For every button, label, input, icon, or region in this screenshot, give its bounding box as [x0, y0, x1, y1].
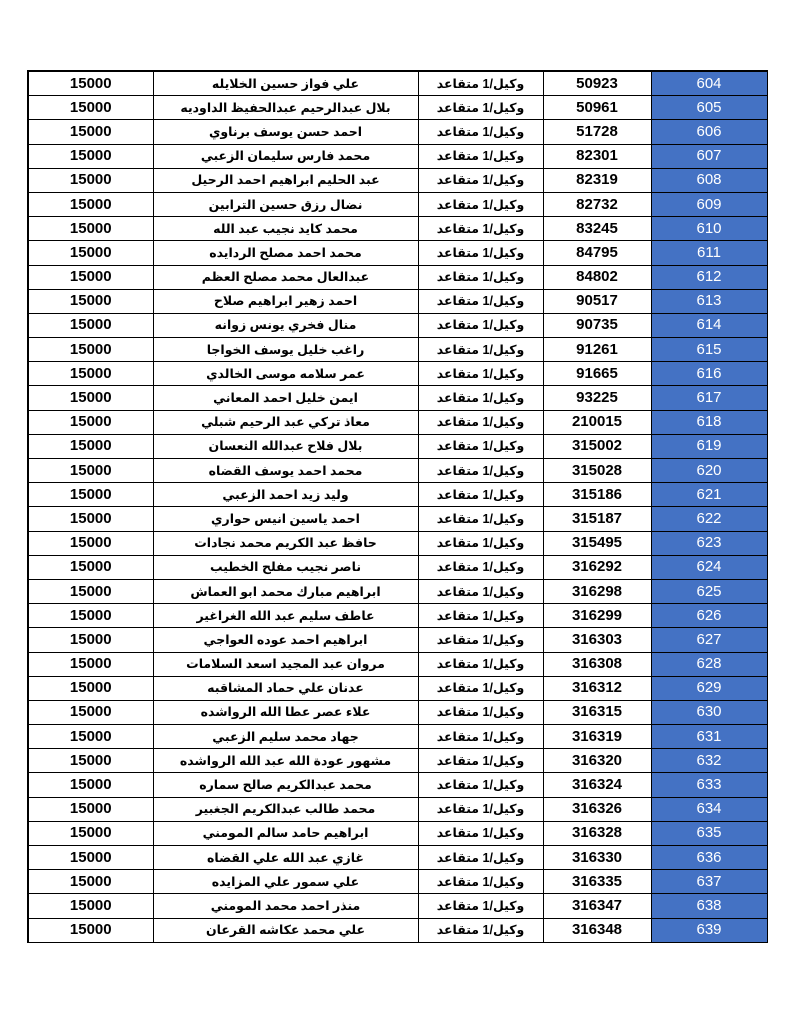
- amount-cell: 15000: [28, 434, 153, 458]
- military-number-cell: 315187: [543, 507, 651, 531]
- amount-cell: 15000: [28, 120, 153, 144]
- rank-cell: وكيل/1 متقاعد: [418, 918, 543, 942]
- amount-cell: 15000: [28, 531, 153, 555]
- amount-cell: 15000: [28, 313, 153, 337]
- amount-cell: 15000: [28, 652, 153, 676]
- amount-cell: 15000: [28, 797, 153, 821]
- amount-cell: 15000: [28, 555, 153, 579]
- name-cell: عمر سلامه موسى الخالدي: [153, 362, 418, 386]
- amount-cell: 15000: [28, 338, 153, 362]
- table-row: [28, 168, 767, 192]
- rank-cell: وكيل/1 متقاعد: [418, 749, 543, 773]
- sequence-number-cell: 638: [651, 894, 767, 918]
- sequence-number-cell: 631: [651, 725, 767, 749]
- sequence-number-cell: 632: [651, 749, 767, 773]
- rank-cell: وكيل/1 متقاعد: [418, 700, 543, 724]
- rank-cell: وكيل/1 متقاعد: [418, 507, 543, 531]
- amount-cell: 15000: [28, 459, 153, 483]
- table-row: [28, 362, 767, 386]
- amount-cell: 15000: [28, 483, 153, 507]
- sequence-number-cell: 639: [651, 918, 767, 942]
- rank-cell: وكيل/1 متقاعد: [418, 217, 543, 241]
- rank-cell: وكيل/1 متقاعد: [418, 676, 543, 700]
- sequence-number-cell: 625: [651, 579, 767, 603]
- table-row: [28, 749, 767, 773]
- sequence-number-cell: 607: [651, 144, 767, 168]
- amount-cell: 15000: [28, 289, 153, 313]
- table-row: [28, 531, 767, 555]
- sequence-number-cell: 616: [651, 362, 767, 386]
- military-number-cell: 84795: [543, 241, 651, 265]
- rank-cell: وكيل/1 متقاعد: [418, 71, 543, 96]
- military-number-cell: 316319: [543, 725, 651, 749]
- name-cell: منذر احمد محمد المومني: [153, 894, 418, 918]
- military-number-cell: 316303: [543, 628, 651, 652]
- name-cell: عاطف سليم عبد الله الغراغير: [153, 604, 418, 628]
- amount-cell: 15000: [28, 676, 153, 700]
- name-cell: علاء عصر عطا الله الرواشده: [153, 700, 418, 724]
- name-cell: بلال فلاح عبدالله النعسان: [153, 434, 418, 458]
- rank-cell: وكيل/1 متقاعد: [418, 773, 543, 797]
- rank-cell: وكيل/1 متقاعد: [418, 870, 543, 894]
- table-row: [28, 725, 767, 749]
- table-row: [28, 144, 767, 168]
- rank-cell: وكيل/1 متقاعد: [418, 628, 543, 652]
- rank-cell: وكيل/1 متقاعد: [418, 797, 543, 821]
- name-cell: مشهور عودة الله عبد الله الرواشده: [153, 749, 418, 773]
- name-cell: معاذ تركي عبد الرحيم شبلي: [153, 410, 418, 434]
- amount-cell: 15000: [28, 386, 153, 410]
- military-number-cell: 316299: [543, 604, 651, 628]
- military-number-cell: 316335: [543, 870, 651, 894]
- table-row: [28, 313, 767, 337]
- sequence-number-cell: 610: [651, 217, 767, 241]
- sequence-number-cell: 634: [651, 797, 767, 821]
- name-cell: ابراهيم حامد سالم المومني: [153, 821, 418, 845]
- table-row: [28, 918, 767, 942]
- military-number-cell: 316326: [543, 797, 651, 821]
- table-row: [28, 265, 767, 289]
- military-number-cell: 210015: [543, 410, 651, 434]
- sequence-number-cell: 618: [651, 410, 767, 434]
- name-cell: منال فخري يونس زوانه: [153, 313, 418, 337]
- military-number-cell: 316324: [543, 773, 651, 797]
- table-row: [28, 870, 767, 894]
- amount-cell: 15000: [28, 168, 153, 192]
- military-number-cell: 316328: [543, 821, 651, 845]
- amount-cell: 15000: [28, 410, 153, 434]
- rank-cell: وكيل/1 متقاعد: [418, 725, 543, 749]
- military-number-cell: 50923: [543, 71, 651, 96]
- amount-cell: 15000: [28, 846, 153, 870]
- table-row: [28, 241, 767, 265]
- name-cell: عبدالعال محمد مصلح العظم: [153, 265, 418, 289]
- sequence-number-cell: 611: [651, 241, 767, 265]
- rank-cell: وكيل/1 متقاعد: [418, 289, 543, 313]
- military-number-cell: 316348: [543, 918, 651, 942]
- military-number-cell: 316347: [543, 894, 651, 918]
- amount-cell: 15000: [28, 725, 153, 749]
- military-number-cell: 82319: [543, 168, 651, 192]
- name-cell: نضال رزق حسين الترابين: [153, 192, 418, 216]
- sequence-number-cell: 630: [651, 700, 767, 724]
- military-number-cell: 90517: [543, 289, 651, 313]
- table-row: [28, 459, 767, 483]
- rank-cell: وكيل/1 متقاعد: [418, 579, 543, 603]
- name-cell: محمد عبدالكريم صالح سماره: [153, 773, 418, 797]
- sequence-number-cell: 609: [651, 192, 767, 216]
- amount-cell: 15000: [28, 628, 153, 652]
- name-cell: راغب خليل يوسف الخواجا: [153, 338, 418, 362]
- table-row: [28, 604, 767, 628]
- name-cell: ابراهيم مبارك محمد ابو العماش: [153, 579, 418, 603]
- name-cell: عبد الحليم ابراهيم احمد الرحيل: [153, 168, 418, 192]
- amount-cell: 15000: [28, 507, 153, 531]
- military-number-cell: 316312: [543, 676, 651, 700]
- sequence-number-cell: 637: [651, 870, 767, 894]
- rank-cell: وكيل/1 متقاعد: [418, 555, 543, 579]
- table-row: [28, 483, 767, 507]
- sequence-number-cell: 622: [651, 507, 767, 531]
- table-row: [28, 192, 767, 216]
- personnel-table: [27, 70, 768, 943]
- rank-cell: وكيل/1 متقاعد: [418, 338, 543, 362]
- amount-cell: 15000: [28, 821, 153, 845]
- name-cell: احمد زهير ابراهيم صلاح: [153, 289, 418, 313]
- rank-cell: وكيل/1 متقاعد: [418, 483, 543, 507]
- amount-cell: 15000: [28, 144, 153, 168]
- military-number-cell: 316292: [543, 555, 651, 579]
- table-row: [28, 410, 767, 434]
- sequence-number-cell: 617: [651, 386, 767, 410]
- amount-cell: 15000: [28, 241, 153, 265]
- sequence-number-cell: 627: [651, 628, 767, 652]
- sequence-number-cell: 620: [651, 459, 767, 483]
- sequence-number-cell: 612: [651, 265, 767, 289]
- sequence-number-cell: 628: [651, 652, 767, 676]
- amount-cell: 15000: [28, 579, 153, 603]
- sequence-number-cell: 633: [651, 773, 767, 797]
- amount-cell: 15000: [28, 362, 153, 386]
- amount-cell: 15000: [28, 604, 153, 628]
- military-number-cell: 91665: [543, 362, 651, 386]
- table-row: [28, 96, 767, 120]
- sequence-number-cell: 606: [651, 120, 767, 144]
- sequence-number-cell: 615: [651, 338, 767, 362]
- military-number-cell: 91261: [543, 338, 651, 362]
- amount-cell: 15000: [28, 71, 153, 96]
- military-number-cell: 316315: [543, 700, 651, 724]
- military-number-cell: 82732: [543, 192, 651, 216]
- name-cell: ايمن خليل احمد المعاني: [153, 386, 418, 410]
- military-number-cell: 82301: [543, 144, 651, 168]
- name-cell: علي فواز حسين الخلايله: [153, 71, 418, 96]
- rank-cell: وكيل/1 متقاعد: [418, 434, 543, 458]
- rank-cell: وكيل/1 متقاعد: [418, 821, 543, 845]
- sequence-number-cell: 624: [651, 555, 767, 579]
- rank-cell: وكيل/1 متقاعد: [418, 313, 543, 337]
- name-cell: وليد زيد احمد الزعبي: [153, 483, 418, 507]
- rank-cell: وكيل/1 متقاعد: [418, 96, 543, 120]
- table-row: [28, 555, 767, 579]
- amount-cell: 15000: [28, 749, 153, 773]
- amount-cell: 15000: [28, 192, 153, 216]
- name-cell: علي محمد عكاشه القرعان: [153, 918, 418, 942]
- table-row: [28, 579, 767, 603]
- rank-cell: وكيل/1 متقاعد: [418, 894, 543, 918]
- table-row: [28, 628, 767, 652]
- rank-cell: وكيل/1 متقاعد: [418, 652, 543, 676]
- sequence-number-cell: 629: [651, 676, 767, 700]
- military-number-cell: 315028: [543, 459, 651, 483]
- table-row: [28, 773, 767, 797]
- name-cell: احمد ياسين انيس حواري: [153, 507, 418, 531]
- sequence-number-cell: 608: [651, 168, 767, 192]
- rank-cell: وكيل/1 متقاعد: [418, 120, 543, 144]
- table-row: [28, 120, 767, 144]
- military-number-cell: 316308: [543, 652, 651, 676]
- amount-cell: 15000: [28, 894, 153, 918]
- rank-cell: وكيل/1 متقاعد: [418, 846, 543, 870]
- amount-cell: 15000: [28, 700, 153, 724]
- military-number-cell: 315002: [543, 434, 651, 458]
- table-row: [28, 652, 767, 676]
- amount-cell: 15000: [28, 265, 153, 289]
- table-row: [28, 289, 767, 313]
- sequence-number-cell: 636: [651, 846, 767, 870]
- rank-cell: وكيل/1 متقاعد: [418, 144, 543, 168]
- military-number-cell: 50961: [543, 96, 651, 120]
- table-row: [28, 846, 767, 870]
- personnel-table-body: [28, 71, 767, 942]
- name-cell: ناصر نجيب مفلح الخطيب: [153, 555, 418, 579]
- rank-cell: وكيل/1 متقاعد: [418, 265, 543, 289]
- name-cell: محمد كايد نجيب عبد الله: [153, 217, 418, 241]
- military-number-cell: 83245: [543, 217, 651, 241]
- name-cell: محمد طالب عبدالكريم الجغبير: [153, 797, 418, 821]
- sequence-number-cell: 605: [651, 96, 767, 120]
- military-number-cell: 84802: [543, 265, 651, 289]
- name-cell: غازي عبد الله علي القضاه: [153, 846, 418, 870]
- sequence-number-cell: 623: [651, 531, 767, 555]
- rank-cell: وكيل/1 متقاعد: [418, 241, 543, 265]
- sequence-number-cell: 621: [651, 483, 767, 507]
- military-number-cell: 315186: [543, 483, 651, 507]
- name-cell: محمد احمد يوسف القضاه: [153, 459, 418, 483]
- name-cell: محمد فارس سليمان الزعبي: [153, 144, 418, 168]
- military-number-cell: 90735: [543, 313, 651, 337]
- name-cell: ابراهيم احمد عوده العواجي: [153, 628, 418, 652]
- amount-cell: 15000: [28, 773, 153, 797]
- table-row: [28, 894, 767, 918]
- table-row: [28, 434, 767, 458]
- table-row: [28, 217, 767, 241]
- name-cell: جهاد محمد سليم الزعبي: [153, 725, 418, 749]
- rank-cell: وكيل/1 متقاعد: [418, 192, 543, 216]
- military-number-cell: 315495: [543, 531, 651, 555]
- military-number-cell: 316298: [543, 579, 651, 603]
- amount-cell: 15000: [28, 217, 153, 241]
- name-cell: علي سمور علي المزايده: [153, 870, 418, 894]
- sequence-number-cell: 626: [651, 604, 767, 628]
- table-row: [28, 676, 767, 700]
- sequence-number-cell: 604: [651, 71, 767, 96]
- sequence-number-cell: 635: [651, 821, 767, 845]
- name-cell: عدنان علي حماد المشاقبه: [153, 676, 418, 700]
- rank-cell: وكيل/1 متقاعد: [418, 386, 543, 410]
- amount-cell: 15000: [28, 870, 153, 894]
- sequence-number-cell: 613: [651, 289, 767, 313]
- military-number-cell: 316320: [543, 749, 651, 773]
- name-cell: مروان عبد المجيد اسعد السلامات: [153, 652, 418, 676]
- sequence-number-cell: 619: [651, 434, 767, 458]
- military-number-cell: 93225: [543, 386, 651, 410]
- amount-cell: 15000: [28, 96, 153, 120]
- table-row: [28, 338, 767, 362]
- table-row: [28, 821, 767, 845]
- military-number-cell: 316330: [543, 846, 651, 870]
- name-cell: احمد حسن يوسف برناوي: [153, 120, 418, 144]
- table-row: [28, 386, 767, 410]
- amount-cell: 15000: [28, 918, 153, 942]
- table-row: [28, 507, 767, 531]
- name-cell: بلال عبدالرحيم عبدالحفيظ الداوديه: [153, 96, 418, 120]
- rank-cell: وكيل/1 متقاعد: [418, 531, 543, 555]
- military-number-cell: 51728: [543, 120, 651, 144]
- rank-cell: وكيل/1 متقاعد: [418, 410, 543, 434]
- rank-cell: وكيل/1 متقاعد: [418, 604, 543, 628]
- sequence-number-cell: 614: [651, 313, 767, 337]
- table-row: [28, 71, 767, 96]
- name-cell: محمد احمد مصلح الردايده: [153, 241, 418, 265]
- table-row: [28, 797, 767, 821]
- rank-cell: وكيل/1 متقاعد: [418, 459, 543, 483]
- name-cell: حافظ عبد الكريم محمد نجادات: [153, 531, 418, 555]
- table-row: [28, 700, 767, 724]
- rank-cell: وكيل/1 متقاعد: [418, 362, 543, 386]
- rank-cell: وكيل/1 متقاعد: [418, 168, 543, 192]
